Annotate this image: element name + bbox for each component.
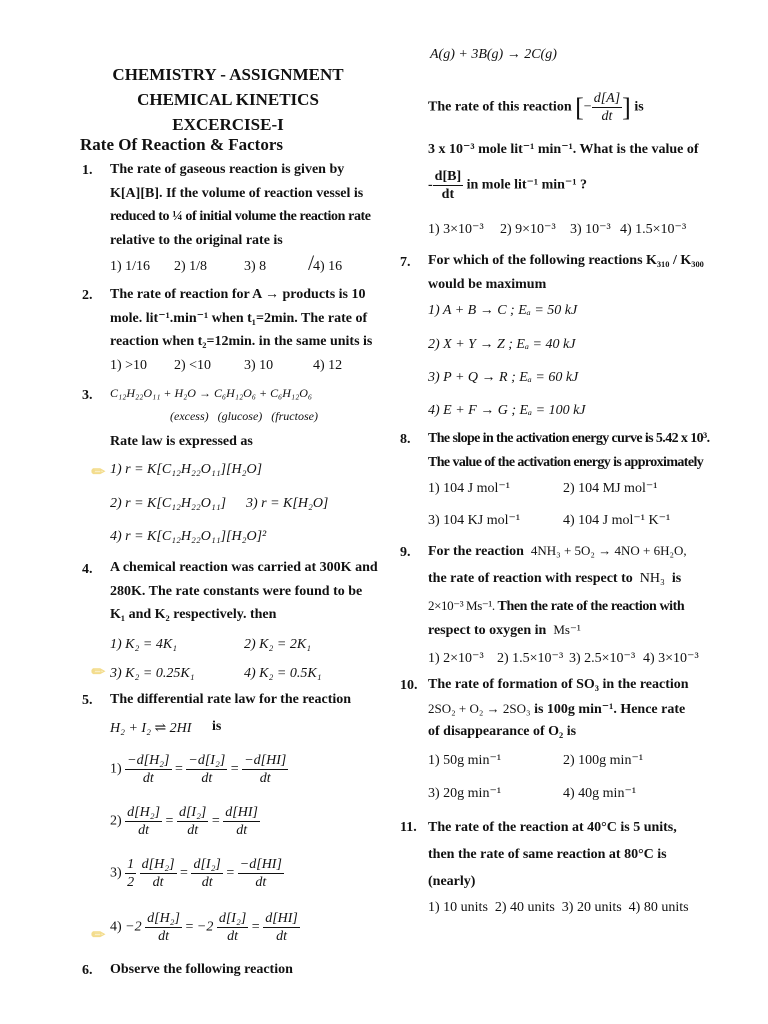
section-title: Rate Of Reaction & Factors <box>80 135 283 154</box>
fraction: $\frac{\text{d[H₂]}}{dt}$ <box>141 857 175 890</box>
q11-options: 1) 10 units 2) 40 units 3) 20 units 4) 80 units <box>428 900 689 915</box>
fraction: $\frac{\text{d[I₂]}}{dt}$ <box>193 857 221 890</box>
watermark-icon: ✎ <box>88 661 110 684</box>
q2-line: mole. lit⁻¹.min⁻¹ when t₁=2min. The rate of <box>110 310 368 326</box>
q8-option-2: 2) 104 MJ mol⁻¹ <box>563 481 658 496</box>
fraction: $\frac{-d[HI]}{dt}$ <box>239 857 282 890</box>
q11-line: (nearly) <box>428 874 476 889</box>
q1-option-3: 3) 8 <box>244 259 267 274</box>
q4-line: A chemical reaction was carried at 300K and <box>110 560 378 575</box>
q5-option-3: 3) $\frac{1}{2}$ $\frac{\text{d[H₂]}}{dt}$ = $\frac{\text{d[I₂]}}{dt}$ = $\frac{-d[HI]}{dt}$ <box>110 857 282 890</box>
q2-option-1: 1) >10 <box>110 358 148 373</box>
fraction: $\frac{d[A]}{dt}$ <box>593 91 621 124</box>
fraction: $\frac{d[HI]}{dt}$ <box>265 911 298 944</box>
q4-option-4: 4) K₂ = 0.5K₁ <box>244 666 322 681</box>
fraction: $\frac{\text{−d[H₂]}}{dt}$ <box>127 753 170 786</box>
q10-number: 10. <box>400 678 418 693</box>
q2-line: reaction when t₂=12min. in the same units is <box>110 334 373 349</box>
q6-rate-line: The rate of this reaction [− $\frac{d[A]}{dt}$ ] is <box>428 91 644 124</box>
q5-option-4: 4) −2 $\frac{\text{d[H₂]}}{dt}$ = −2 $\frac{\text{d[I₂]}}{dt}$ = $\frac{d[HI]}{dt}$ <box>110 911 298 944</box>
option-number: 2) <box>110 813 122 829</box>
q7-option-3: 3) P + Q → R ; Eₐ = 60 kJ <box>428 370 579 385</box>
fraction: $\frac{d[B]}{dt}$ <box>434 169 462 202</box>
q3-option-4: 4) r = K[C₁₂H₂₂O₁₁][H₂O]² <box>110 529 267 544</box>
q9-option-2: 2) 1.5×10⁻³ <box>497 651 564 666</box>
q3-stem: Rate law is expressed as <box>110 434 253 449</box>
q1-line: The rate of gaseous reaction is given by <box>110 162 345 177</box>
q2-option-2: 2) <10 <box>174 358 212 373</box>
fraction: $\frac{\text{−d[I₂]}}{dt}$ <box>188 753 226 786</box>
q4-option-1: 1) K₂ = 4K₁ <box>110 637 178 652</box>
q2-option-4: 4) 12 <box>313 358 343 373</box>
q3-option-2: 2) r = K[C₁₂H₂₂O₁₁] <box>110 496 227 511</box>
watermark-icon: ✎ <box>88 924 110 947</box>
q8-line: The value of the activation energy is approximately <box>428 454 704 470</box>
q11-line: The rate of the reaction at 40°C is 5 units, <box>428 820 677 835</box>
q11-line: then the rate of same reaction at 80°C is <box>428 847 667 862</box>
q10-option-3: 3) 20g min⁻¹ <box>428 786 502 801</box>
q3-labels: (excess) (glucose) (fructose) <box>170 409 318 423</box>
q7-option-4: 4) E + F → G ; Eₐ = 100 kJ <box>428 403 586 418</box>
exercise-title: EXCERCISE-I <box>172 115 284 134</box>
q6-option-2: 2) 9×10⁻³ <box>500 222 556 237</box>
q1-line: reduced to ¼ of initial volume the reaction rate <box>110 209 371 224</box>
q4-option-3: 3) K₂ = 0.25K₁ <box>110 666 195 681</box>
q1-option-2: 2) 1/8 <box>174 259 208 274</box>
q9-line-2: the rate of reaction with respect to NH₃ is <box>428 571 682 586</box>
q10-line-3: of disappearance of O₂ is <box>428 724 577 739</box>
fraction: $\frac{\text{d[H₂]}}{dt}$ <box>127 805 161 838</box>
q9-option-1: 1) 2×10⁻³ <box>428 651 484 666</box>
page-subtitle: CHEMICAL KINETICS <box>137 90 319 109</box>
q1-option-1: 1) 1/16 <box>110 259 151 274</box>
q3-number: 3. <box>82 388 93 403</box>
q1-number: 1. <box>82 163 93 178</box>
option-number: 1) <box>110 761 122 777</box>
q4-line: K₁ and K₂ respectively. then <box>110 607 277 622</box>
q1-text <box>110 158 371 252</box>
q4-line: 280K. The rate constants were found to be <box>110 583 363 599</box>
q1-line: K[A][B]. If the volume of reaction vessel is <box>110 185 364 201</box>
q4-number: 4. <box>82 562 93 577</box>
q8-option-1: 1) 104 J mol⁻¹ <box>428 481 510 496</box>
q7-option-1: 1) A + B → C ; Eₐ = 50 kJ <box>428 303 578 318</box>
q9-line-4: respect to oxygen in Ms⁻¹ <box>428 622 581 638</box>
q9-option-4: 4) 3×10⁻³ <box>643 651 699 666</box>
q10-option-2: 2) 100g min⁻¹ <box>563 753 644 768</box>
fraction: $\frac{-d[HI]}{dt}$ <box>244 753 287 786</box>
option-number: 4) <box>110 919 122 935</box>
q6-option-1: 1) 3×10⁻³ <box>428 222 484 237</box>
q8-option-3: 3) 104 KJ mol⁻¹ <box>428 513 521 528</box>
page-title: CHEMISTRY - ASSIGNMENT <box>112 65 344 84</box>
q6-option-3: 3) 10⁻³ <box>570 222 611 237</box>
q5-text: The differential rate law for the reaction <box>110 692 352 707</box>
fraction: $\frac{\text{d[H₂]}}{dt}$ <box>147 911 180 944</box>
q2-option-3: 3) 10 <box>244 358 274 373</box>
q11-text <box>428 814 677 895</box>
q3-option-1: 1) r = K[C₁₂H₂₂O₁₁][H₂O] <box>110 462 263 477</box>
q5-number: 5. <box>82 693 93 708</box>
q2-text <box>110 283 372 354</box>
q7-number: 7. <box>400 255 411 270</box>
q3-option-3: 3) r = K[H₂O] <box>246 496 329 511</box>
q6-option-4: 4) 1.5×10⁻³ <box>620 222 687 237</box>
fraction: $\frac{\text{d[I₂]}}{dt}$ <box>178 805 207 838</box>
q9-option-3: 3) 2.5×10⁻³ <box>569 651 636 666</box>
q9-line-3: 2×10⁻³ Ms⁻¹. Then the rate of the reaction with <box>428 598 685 614</box>
q7-option-2: 2) X + Y → Z ; Eₐ = 40 kJ <box>428 337 576 352</box>
q5-reaction: H₂ + I₂ ⇌ 2HI <box>110 721 192 736</box>
q1-option-4: 4) 16 <box>313 259 343 274</box>
q6-value-line: 3 x 10⁻³ mole lit⁻¹ min⁻¹. What is the value of <box>428 142 699 157</box>
q5-option-2: 2) $\frac{\text{d[H₂]}}{dt}$ = $\frac{\text{d[I₂]}}{dt}$ = $\frac{d[HI]}{dt}$ <box>110 805 258 838</box>
q6-number: 6. <box>82 963 93 978</box>
q10-option-4: 4) 40g min⁻¹ <box>563 786 637 801</box>
fraction: $\frac{\text{d[I₂]}}{dt}$ <box>218 911 247 944</box>
fraction: $\frac{d[HI]}{dt}$ <box>225 805 258 838</box>
q5-option-1: 1) $\frac{\text{−d[H₂]}}{dt}$ = $\frac{\text{−d[I₂]}}{dt}$ = $\frac{-d[HI]}{dt}$ <box>110 753 287 786</box>
q6-ask-line: - $\frac{d[B]}{dt}$ in mole lit⁻¹ min⁻¹ ? <box>428 169 588 202</box>
q4-text <box>110 556 378 627</box>
q2-line: The rate of reaction for A → products is 10 <box>110 287 366 302</box>
q9-line-1: For the reaction 4NH₃ + 5O₂ → 4NO + 6H₂O, <box>428 543 687 559</box>
q7-line: would be maximum <box>428 276 547 292</box>
q2-number: 2. <box>82 288 93 303</box>
q9-number: 9. <box>400 545 411 560</box>
q8-text <box>428 427 710 474</box>
q8-line: The slope in the activation energy curve is 5.42 x 10³. <box>428 431 710 446</box>
q8-option-4: 4) 104 J mol⁻¹ K⁻¹ <box>563 513 671 528</box>
q8-number: 8. <box>400 432 411 447</box>
q6-text: Observe the following reaction <box>110 962 293 977</box>
q7-line: For which of the following reactions K₃₁₀ / K₃₀₀ <box>428 253 704 268</box>
q7-text <box>428 249 704 296</box>
q5-is: is <box>212 719 222 734</box>
q4-option-2: 2) K₂ = 2K₁ <box>244 637 312 652</box>
q6-reaction: A(g) + 3B(g) → 2C(g) <box>430 47 557 62</box>
answer-tick-icon: / <box>308 250 315 275</box>
watermark-icon: ✎ <box>88 461 110 484</box>
option-number: 3) <box>110 865 122 881</box>
q10-line-1: The rate of formation of SO₃ in the reaction <box>428 677 689 692</box>
q3-equation: C₁₂H₂₂O₁₁ + H₂O → C₆H₁₂O₆ + C₆H₁₂O₆ <box>110 386 313 400</box>
q11-number: 11. <box>400 820 417 835</box>
fraction: $\frac{1}{2}$ <box>127 857 135 890</box>
q1-line: relative to the original rate is <box>110 232 283 248</box>
q10-option-1: 1) 50g min⁻¹ <box>428 753 502 768</box>
q10-line-2: 2SO₂ + O₂ → 2SO₃ is 100g min⁻¹. Hence rate <box>428 701 686 717</box>
